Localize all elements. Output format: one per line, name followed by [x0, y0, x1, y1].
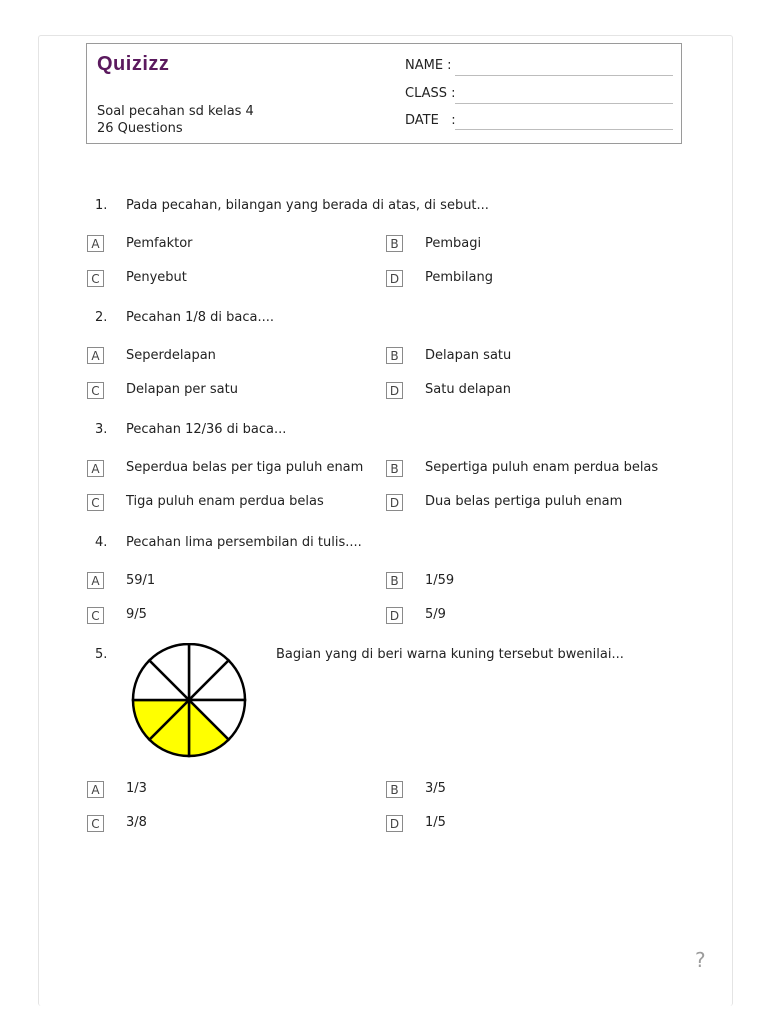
option-text: Dua belas pertiga puluh enam — [425, 494, 623, 509]
option-text: 5/9 — [425, 607, 446, 622]
option-letter-b: B — [386, 235, 403, 252]
option-text: 1/3 — [126, 781, 147, 796]
question-number: 1. — [95, 198, 108, 213]
option-letter-a: A — [87, 347, 104, 364]
fraction-circle-figure — [126, 643, 260, 759]
option-text: 3/8 — [126, 815, 147, 830]
option-letter-c: C — [87, 382, 104, 399]
question-number: 4. — [95, 535, 108, 550]
option-text: Sepertiga puluh enam perdua belas — [425, 460, 659, 475]
option-letter-c: C — [87, 270, 104, 287]
class-label: CLASS : — [405, 86, 456, 101]
option-letter-b: B — [386, 572, 403, 589]
worksheet-header — [86, 43, 682, 144]
date-line — [455, 129, 673, 130]
question-number: 2. — [95, 310, 108, 325]
quiz-title: Soal pecahan sd kelas 4 — [97, 104, 254, 119]
option-text: Seperdelapan — [126, 348, 216, 363]
date-label: DATE : — [405, 113, 456, 128]
option-text: Pembilang — [425, 270, 493, 285]
option-text: Satu delapan — [425, 382, 511, 397]
option-letter-a: A — [87, 781, 104, 798]
option-text: Penyebut — [126, 270, 187, 285]
option-letter-b: B — [386, 347, 403, 364]
option-letter-c: C — [87, 494, 104, 511]
quizizz-logo: Quizizz — [97, 53, 170, 75]
question-text: Pecahan 12/36 di baca... — [126, 422, 287, 437]
option-letter-d: D — [386, 815, 403, 832]
option-text: 1/5 — [425, 815, 446, 830]
question-count: 26 Questions — [97, 121, 183, 136]
option-text: 59/1 — [126, 573, 156, 588]
name-label: NAME : — [405, 58, 452, 73]
option-letter-a: A — [87, 235, 104, 252]
question-text: Pecahan 1/8 di baca.... — [126, 310, 274, 325]
option-letter-a: A — [87, 460, 104, 477]
question-text: Pecahan lima persembilan di tulis.... — [126, 535, 362, 550]
option-letter-a: A — [87, 572, 104, 589]
option-text: Seperdua belas per tiga puluh enam — [126, 460, 364, 475]
option-letter-c: C — [87, 607, 104, 624]
option-text: 3/5 — [425, 781, 446, 796]
option-letter-c: C — [87, 815, 104, 832]
option-text: 9/5 — [126, 607, 147, 622]
question-number: 5. — [95, 647, 108, 662]
option-text: Delapan satu — [425, 348, 512, 363]
option-text: Delapan per satu — [126, 382, 238, 397]
option-text: Pembagi — [425, 236, 482, 251]
question-mark-icon[interactable]: ? — [695, 948, 706, 972]
option-letter-b: B — [386, 781, 403, 798]
option-letter-d: D — [386, 270, 403, 287]
question-text: Pada pecahan, bilangan yang berada di atas, di sebut... — [126, 198, 489, 213]
option-letter-d: D — [386, 494, 403, 511]
option-letter-d: D — [386, 607, 403, 624]
question-text: Bagian yang di beri warna kuning tersebut bwenilai... — [276, 647, 624, 662]
worksheet-page — [38, 35, 733, 1006]
option-text: 1/59 — [425, 573, 455, 588]
question-number: 3. — [95, 422, 108, 437]
option-letter-b: B — [386, 460, 403, 477]
class-line — [455, 103, 673, 104]
name-line — [455, 75, 673, 76]
option-text: Tiga puluh enam perdua belas — [126, 494, 324, 509]
option-letter-d: D — [386, 382, 403, 399]
option-text: Pemfaktor — [126, 236, 193, 251]
